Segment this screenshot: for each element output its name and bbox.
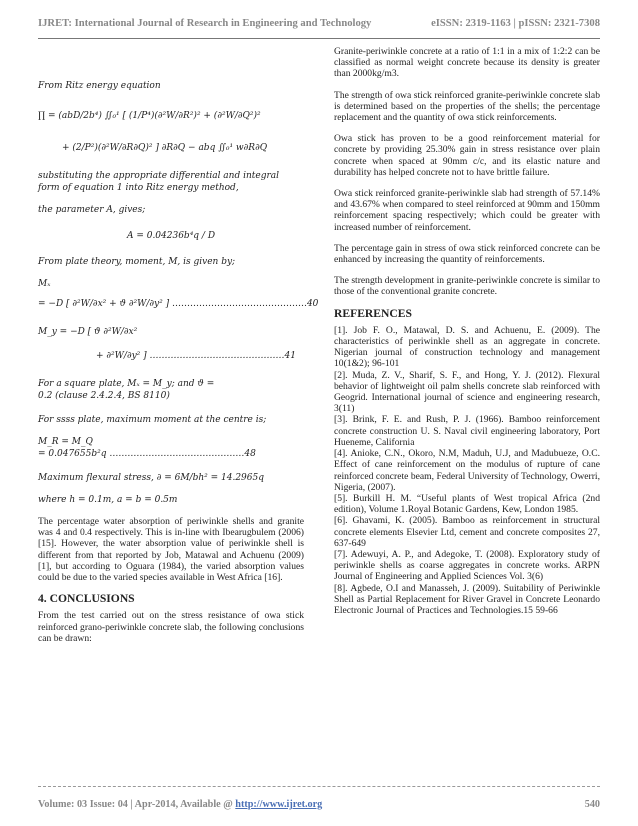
eq-intro: From Ritz energy equation (38, 81, 161, 91)
right-column (334, 46, 600, 616)
equation-mx: = −D [ ∂²W/∂x² + ϑ ∂²W/∂y² ] ………………………………………40 (38, 299, 319, 309)
section-heading-references: REFERENCES (334, 306, 412, 320)
equation-mr-value: = 0.047655b²q ………………………………………48 (38, 449, 256, 459)
absorption-paragraph: The percentage water absorption of periwinkle shells and granite was 4 and 0.4 respectively. This is in-line with Ibearugbulem (2006) [15]. However, the water absorption value of periwinkle shell is different from that reported by Job, Matawal and Achuenu (2009) [1], but according to Oguara (1984), the varied absorption values could be due to the varied species available in West Africa [16]. (38, 516, 304, 584)
eq-text-2: form of equation 1 into Ritz energy method, (38, 183, 239, 193)
reference-item: [8]. Agbede, O.I and Manasseh, J. (2009). Suitability of Periwinkle Shell as Partial Replacement for River Gravel in Concrete Leonardo Electronic Journal of Practices and Technologies.15 59-66 (334, 582, 600, 616)
reference-item: [5]. Burkill H. M. “Useful plants of West tropical Africa (2nd edition), Volume 1.Royal Botanic Gardens, Kew, London 1985. (334, 492, 600, 516)
reference-item: [1]. Job F. O., Matawal, D. S. and Achuenu, E. (2009). The characteristics of periwinkle shell as an aggregate in concrete. Nigerian journal of construction technology and management 10(1&2); 96-101 (334, 324, 600, 370)
running-footer (38, 799, 600, 813)
eq-text-8: where h = 0.1m, a = b = 0.5m (38, 495, 178, 505)
reference-list (334, 325, 600, 616)
eq-text-3: the parameter A, gives; (38, 205, 146, 215)
journal-link[interactable]: http://www.ijret.org (235, 799, 323, 810)
reference-item: [7]. Adewuyi, A. P., and Adegoke, T. (2008). Exploratory study of periwinkle shells as coarse aggregates in concrete works. ARPN Journal of Engineering and Applied Sciences Vol. 3(6) (334, 548, 600, 583)
ritz-equation-line-2: + (2/P²)(∂²W/∂R∂Q)² ] ∂R∂Q − abq ∬₀¹ w∂R∂Q (62, 143, 268, 153)
eq-text-4: From plate theory, moment, M, is given by; (38, 257, 236, 267)
page-number: 540 (584, 799, 600, 810)
conclusion-paragraph-1: Granite-periwinkle concrete at a ratio of 1:1 in a mix of 1:2:2 can be classified as normal weight concrete because its density is greater than 2000kg/m3. (334, 46, 600, 80)
equation-mr: M_R = M_Q (38, 437, 93, 447)
running-header (38, 14, 600, 36)
reference-item: [3]. Brink, F. E. and Rush, P. J. (1966). Bamboo reinforcement concrete construction U. S. Naval civil engineering laboratory, Port Hueneme, California (334, 414, 600, 448)
eq-text-5: For a square plate, Mₓ = M_y; and ϑ = (38, 379, 215, 389)
footer-rule (38, 786, 600, 787)
journal-title: IJRET: International Journal of Research in Engineering and Technology (38, 18, 372, 29)
reference-item: [4]. Anioke, C.N., Okoro, N.M, Maduh, U.J, and Madubueze, O.C. Effect of cane reinforcement on the modulus of rupture of cane reinforced concrete beam, Federal University of Technology, Owerri, Nigeria, (2007). (334, 448, 600, 493)
left-column (38, 46, 319, 644)
spacer (38, 506, 304, 516)
section-heading-conclusions: 4. CONCLUSIONS (38, 592, 135, 606)
conclusion-paragraph-5: The percentage gain in stress of owa stick reinforced concrete can be enhanced by increasing the quantity of reinforcements. (334, 242, 600, 266)
equation-my-2: + ∂²W/∂y² ] ………………………………………41 (96, 351, 296, 361)
conclusion-paragraph-3: Owa stick has proven to be a good reinforcement material for concrete by providing 25.30% gain in stress resistance over plain concrete when spaced at 90mm c/c, and its elastic nature and durability has helped concrete not to have brittle failure. (334, 133, 600, 178)
eq-text-7: For ssss plate, maximum moment at the centre is; (38, 415, 267, 425)
conclusion-intro: From the test carried out on the stress resistance of owa stick reinforced grano-periwinkle concrete slab, the following conclusions can be drawn: (38, 610, 304, 644)
equation-stress: Maximum flexural stress, ∂ = 6M/bh² = 14.2965q (38, 473, 264, 483)
eq-text-6: 0.2 (clause 2.4.2.4, BS 8110) (38, 391, 170, 401)
issn: eISSN: 2319-1163 | pISSN: 2321-7308 (431, 18, 600, 29)
header-rule (38, 38, 600, 39)
footer-volume: Volume: 03 Issue: 04 | Apr-2014, Available @ http://www.ijret.org (38, 799, 323, 810)
conclusion-paragraph-6: The strength development in granite-periwinkle concrete is similar to those of the conventional granite concrete. (334, 275, 600, 298)
equation-a: A = 0.04236b⁴q / D (126, 231, 216, 241)
mx-label: Mₓ (38, 279, 51, 289)
conclusion-paragraph-4: Owa stick reinforced granite-periwinkle slab had strength of 57.14% and 43.67% when compared to steel reinforced at 90mm and 150mm reinforcement spacing respectively; which could be greater with increased number of reinforcement. (334, 188, 600, 233)
conclusion-paragraph-2: The strength of owa stick reinforced granite-periwinkle concrete slab is determined based on the properties of the shells; the percentage replacement and the quantity of owa stick reinforcements. (334, 89, 600, 124)
eq-text-1: substituting the appropriate differential and integral (38, 171, 280, 181)
equation-my-1: M_y = −D [ ϑ ∂²W/∂x² (38, 327, 138, 337)
reference-item: [6]. Ghavami, K. (2005). Bamboo as reinforcement in structural concrete elements Elsevier Ltd, cement and concrete composites 27, 637-649 (334, 515, 600, 549)
ritz-equation-line-1: ∏ = (abD/2b⁴) ∬₀¹ [ (1/P⁴)(∂²W/∂R²)² + (∂²W/∂Q²)² (38, 111, 261, 121)
reference-item: [2]. Muda, Z. V., Sharif, S. F., and Hong, Y. J. (2012). Flexural behavior of lightweight oil palm shells concrete slab reinforced with Geogrid. International journal of science and engineering research, 3(11) (334, 369, 600, 415)
